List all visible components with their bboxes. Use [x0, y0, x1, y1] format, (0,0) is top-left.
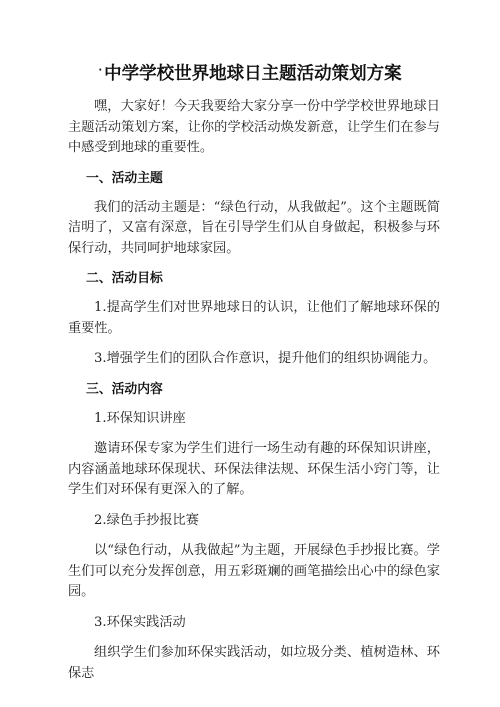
page-title: [0, 62, 500, 89]
title-mark: ·: [98, 65, 103, 76]
section-heading-theme: 一、活动主题: [86, 170, 163, 186]
intro-paragraph: 嘿，大家好！今天我要给大家分享一份中学学校世界地球日主题活动策划方案，让你的学校活动焕发新意，让学生们在参与中感受到地球的重要性。: [68, 99, 440, 155]
content-paragraph-lecture: 邀请环保专家为学生们进行一场生动有趣的环保知识讲座，内容涵盖地球环保现状、环保法律法规、环保生活小窍门等，让学生们对环保有更深入的了解。: [68, 441, 440, 497]
document-body: [68, 97, 440, 684]
content-label-poster: 2.绿色手抄报比赛: [94, 512, 199, 528]
title-text: 中学学校世界地球日主题活动策划方案: [104, 64, 402, 84]
content-label-lecture: 1.环保知识讲座: [94, 410, 186, 426]
section-heading-content: 三、活动内容: [86, 381, 163, 397]
goal-item-3: 3.增强学生们的团队合作意识，提升他们的组织协调能力。: [94, 351, 437, 366]
content-paragraph-practice: 组织学生们参加环保实践活动，如垃圾分类、植树造林、环保志: [68, 645, 440, 681]
section-heading-goals: 二、活动目标: [86, 271, 163, 286]
content-label-practice: 3.环保实践活动: [94, 614, 186, 630]
goal-item-1: 1.提高学生们对世界地球日的认识，让他们了解地球环保的重要性。: [68, 300, 440, 336]
theme-paragraph: 我们的活动主题是：“绿色行动，从我做起”。这个主题既简洁明了，又富有深意，旨在引导学生们从自身做起，积极参与环保行动，共同呵护地球家园。: [68, 199, 440, 256]
content-paragraph-poster: 以“绿色行动，从我做起”为主题，开展绿色手抄报比赛。学生们可以充分发挥创意，用五彩斑斓的画笔描绘出心中的绿色家园。: [68, 543, 440, 599]
